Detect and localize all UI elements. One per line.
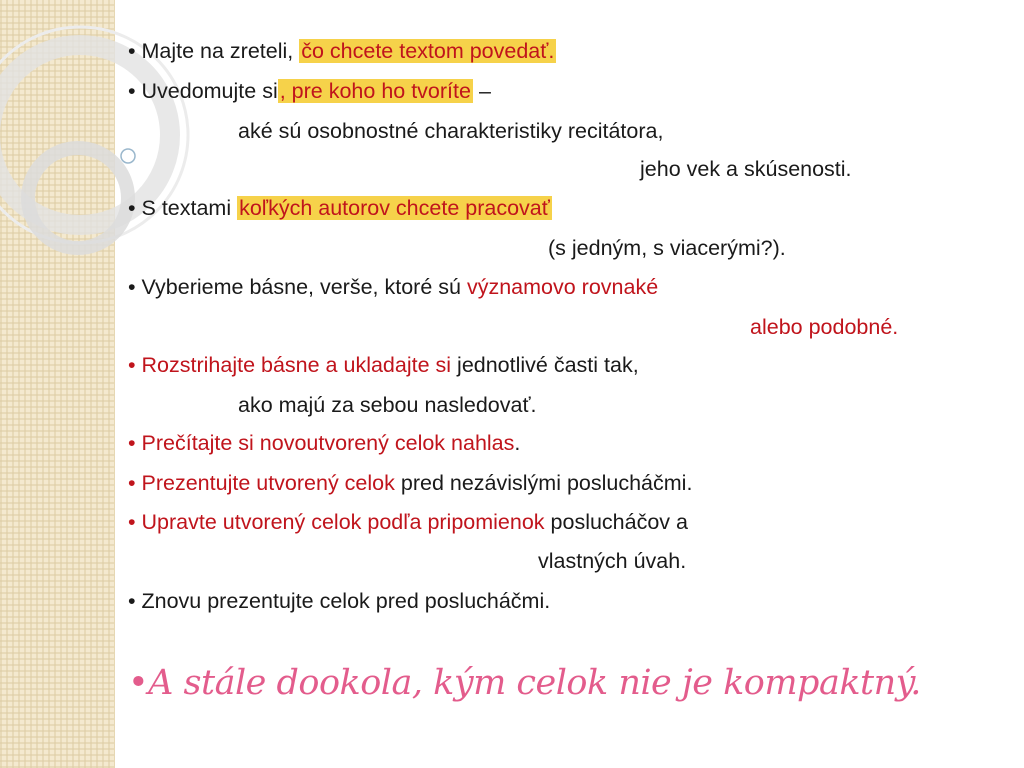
bullet-6: • Prečítajte si novoutvorený celok nahlas. bbox=[128, 431, 521, 455]
bullet-3: • S textami koľkých autorov chcete pracovať bbox=[128, 196, 550, 220]
highlighted-text: , pre koho ho tvoríte bbox=[279, 79, 471, 103]
bullet-1: • Majte na zreteli, čo chcete textom povedať. bbox=[128, 39, 555, 63]
bullet-5-continuation: ako majú za sebou nasledovať. bbox=[238, 393, 537, 417]
bullet-3-continuation: (s jedným, s viacerými?). bbox=[548, 236, 786, 260]
bullet-7: • Prezentujte utvorený celok pred nezávislými poslucháčmi. bbox=[128, 471, 693, 495]
bullet-2-continuation-2: jeho vek a skúsenosti. bbox=[640, 157, 852, 181]
highlighted-text: čo chcete textom povedať. bbox=[301, 39, 555, 63]
bullet-2-continuation-1: aké sú osobnostné charakteristiky recitátora, bbox=[238, 119, 664, 143]
bullet-9: • Znovu prezentujte celok pred poslucháčmi. bbox=[128, 589, 551, 613]
bullet-4-continuation: alebo podobné. bbox=[750, 315, 899, 339]
bullet-4: • Vyberieme básne, verše, ktoré sú významovo rovnaké bbox=[128, 275, 659, 299]
bullet-5: • Rozstrihajte básne a ukladajte si jednotlivé časti tak, bbox=[128, 353, 639, 377]
bullet-8-continuation: vlastných úvah. bbox=[538, 549, 687, 573]
closing-statement: •A stále dookola, kým celok nie je kompaktný. bbox=[128, 663, 921, 703]
highlighted-text: koľkých autorov chcete pracovať bbox=[239, 196, 550, 220]
bullet-2: • Uvedomujte si, pre koho ho tvoríte – bbox=[128, 79, 491, 103]
bullet-8: • Upravte utvorený celok podľa pripomienok poslucháčov a bbox=[128, 510, 688, 534]
